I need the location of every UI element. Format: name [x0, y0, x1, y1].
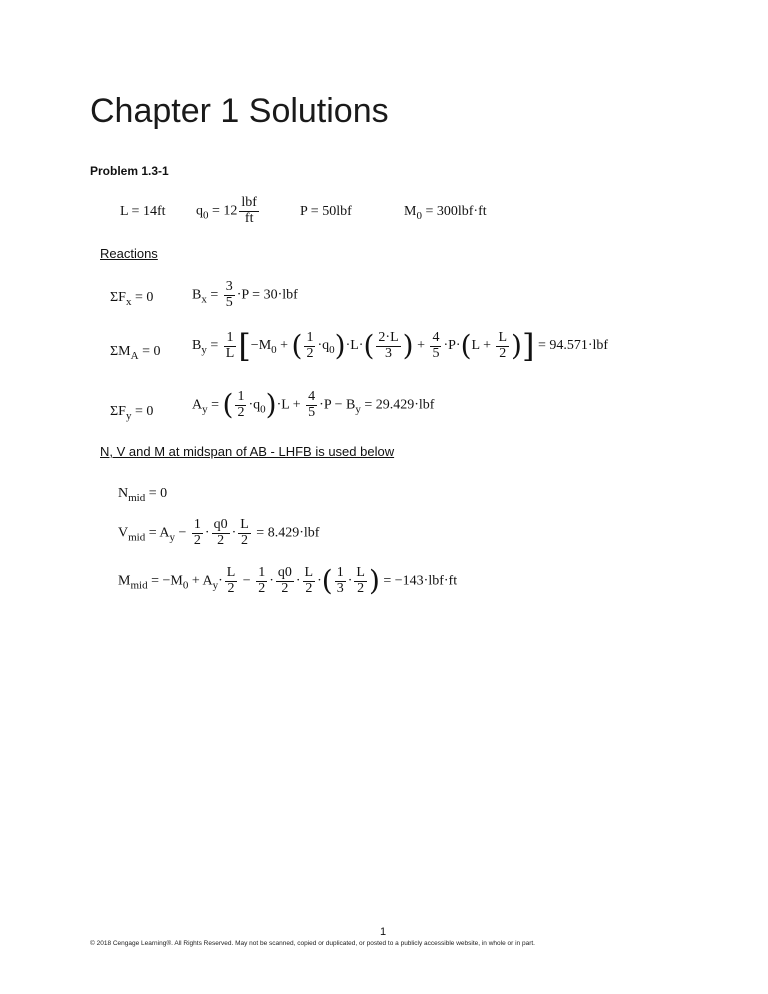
eq-v-mid: $V_{mid} = A_y$ − $\frac{1}{2}$ · $\frac{q0}{2}$ · $\frac{L}{2}$ = 8.429·lbf	[118, 517, 320, 548]
eq-fy: $A_y$ = ( $\frac{1}{2}$ $\cdot q_0)\cdot L$ + $\frac{4}{5}$ $\cdot P - B_y = 29.429\cdot lbf$	[192, 388, 435, 422]
given-M0: $M_0 = 300lbf\cdot ft$	[404, 204, 487, 222]
copyright-footer: © 2018 Cengage Learning®. All Rights Reserved. May not be scanned, copied or duplicated, or posted to a publicly accessible website, in whole or in part.	[90, 940, 535, 947]
midspan-heading: N, V and M at midspan of AB - LHFB is used below	[100, 444, 395, 459]
eq-fy-condition: $\Sigma F_y = 0$	[110, 404, 154, 422]
given-L: L = 14ft	[120, 204, 166, 219]
given-q0: $q_0 = 12$ $\frac{\text{lbf}}{ft}$	[196, 195, 257, 226]
eq-ma-condition: $\Sigma M_A = 0$	[110, 344, 161, 362]
eq-ma: $B_y$ = $\frac{1}{L}$ [$-M_0$ + ( $\frac{1}{2}$ $\cdot q_0)\cdot L\cdot$( $\frac{2\cdot L}{3}$ ) + $\frac{4}{5}$ ·P·(L + $\frac{L}{2}$ )] = 94.571·lbf	[192, 327, 609, 365]
problem-label: Problem 1.3-1	[90, 164, 169, 178]
reactions-heading: Reactions	[100, 246, 158, 261]
eq-fx: $B_x$ = $\frac{3}{5}$ ·P = 30·lbf	[192, 279, 298, 310]
eq-m-mid: $M_{mid} = -M_0 + A_y\cdot$ $\frac{L}{2}$ − $\frac{1}{2}$ · $\frac{q0}{2}$ · $\frac{L}{2}$ ·( $\frac{1}{3}$ · $\frac{L}{2}$ ) = −143·lbf·ft	[118, 564, 458, 598]
page-title: Chapter 1 Solutions	[90, 92, 389, 130]
page-number: 1	[380, 926, 387, 938]
eq-n-mid: $N_{mid} = 0$	[118, 486, 168, 504]
given-P: P = 50lbf	[300, 204, 352, 219]
eq-fx-condition: $\Sigma F_x = 0$	[110, 290, 154, 308]
